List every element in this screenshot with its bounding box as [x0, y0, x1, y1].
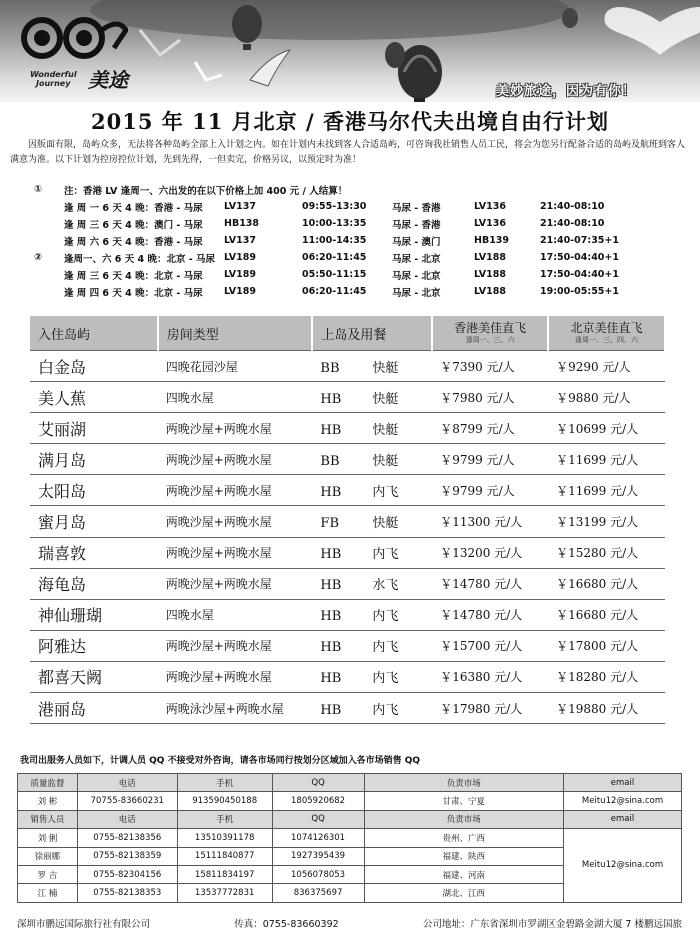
row-meal	[312, 537, 432, 568]
schedule-return-route: 马尿 - 香港	[392, 202, 441, 214]
schedule-time-out: 05:50-11:15	[302, 269, 367, 280]
schedule-time-out: 09:55-13:30	[302, 201, 367, 212]
row-island: 瑞喜敦	[30, 537, 158, 568]
row-room-type: 两晚沙屋+两晚水屋	[158, 444, 313, 475]
footer-company: 深圳市鹏远国际旅行社有限公司	[17, 919, 151, 930]
schedule-flight-back: HB139	[474, 235, 510, 246]
footer-address: 公司地址：广东省深圳市罗湖区金碧路金湖大厦 7 楼鹏远国旅	[422, 919, 682, 930]
header-hk-days: 逢周一、三、六	[465, 336, 515, 344]
header-hk-price	[432, 316, 548, 351]
row-hk-price: ￥17980 元/人	[432, 693, 548, 724]
row-room-type: 两晚泳沙屋+两晚水屋	[158, 693, 313, 724]
sales-email[interactable]: Meitu12@sina.com	[564, 829, 682, 903]
header-bj-price	[548, 316, 665, 351]
row-bj-price: ￥18280 元/人	[548, 661, 665, 692]
price-table	[30, 316, 666, 724]
row-meal	[312, 475, 432, 506]
row-room-type: 四晚花园沙屋	[158, 351, 313, 382]
row-transfer: 内飞	[372, 484, 399, 500]
row-island: 神仙珊瑚	[30, 599, 158, 630]
row-meal	[312, 568, 432, 599]
hot-air-balloon-icon	[232, 5, 262, 50]
hot-air-balloon-icon	[562, 8, 578, 28]
contact-phone[interactable]: 0755-82138359	[77, 847, 177, 865]
price-row	[30, 444, 665, 475]
row-hk-price: ￥14780 元/人	[432, 568, 548, 599]
row-transfer: 快艇	[372, 453, 399, 469]
row-transfer: 快艇	[372, 391, 399, 407]
contact-name: 徐丽娜	[18, 847, 78, 865]
schedule-flight-back: LV188	[474, 286, 506, 297]
contact-qq[interactable]: 1805920682	[272, 792, 364, 810]
row-meal	[312, 599, 432, 630]
price-row	[30, 693, 665, 724]
contact-name: 江 楠	[18, 884, 78, 902]
price-row	[30, 382, 665, 413]
schedule-return-route: 马尿 - 北京	[392, 270, 441, 282]
row-bj-price: ￥11699 元/人	[548, 475, 665, 506]
row-island: 太阳岛	[30, 475, 158, 506]
row-meal-plan: HB	[320, 391, 342, 407]
row-bj-price: ￥9290 元/人	[548, 351, 665, 382]
row-transfer: 快艇	[372, 516, 399, 532]
footer-fax: 传真：0755-83660392	[234, 919, 339, 930]
contact-name: 刘 彬	[18, 792, 78, 810]
row-transfer: 内飞	[372, 671, 399, 687]
schedule-flight-back: LV136	[474, 218, 506, 229]
contact-qq[interactable]: 1074126301	[272, 829, 364, 847]
row-meal	[312, 444, 432, 475]
schedule-route: 逢 周 三 6 天 4 晚：澳门 - 马尿	[64, 219, 203, 231]
contact-header-cell: 销售人员	[18, 810, 78, 828]
schedule-time-back: 21:40-08:10	[540, 201, 605, 212]
row-meal-plan: BB	[320, 360, 340, 376]
schedule-flight-out: LV189	[224, 269, 256, 280]
schedule-return-route: 马尿 - 北京	[392, 287, 441, 299]
footer	[17, 913, 682, 933]
row-hk-price: ￥15700 元/人	[432, 630, 548, 661]
price-row	[30, 506, 665, 537]
row-meal-plan: HB	[320, 422, 342, 438]
row-meal-plan: HB	[320, 547, 342, 563]
row-meal-plan: HB	[320, 671, 342, 687]
row-hk-price: ￥9799 元/人	[432, 475, 548, 506]
contact-header-cell: email	[564, 774, 682, 792]
row-meal-plan: BB	[320, 453, 340, 469]
row-transfer: 快艇	[372, 360, 399, 376]
row-bj-price: ￥13199 元/人	[548, 506, 665, 537]
price-row	[30, 599, 665, 630]
schedule-time-out: 10:00-13:35	[302, 218, 367, 229]
contact-heading: 我司出服务人员如下，计调人员 QQ 不接受对外咨询，请各市场同行按划分区域加入各市场销售 QQ	[20, 756, 421, 766]
contact-header-cell: QQ	[272, 810, 364, 828]
brand-english	[30, 70, 77, 88]
contact-mobile[interactable]: 13537772831	[177, 884, 272, 902]
row-island: 美人蕉	[30, 382, 158, 413]
schedule-route: 逢周一、六 6 天 4 晚：北京 - 马尿	[64, 253, 216, 265]
row-transfer: 内飞	[372, 640, 399, 656]
row-bj-price: ￥16680 元/人	[548, 568, 665, 599]
row-hk-price: ￥7390 元/人	[432, 351, 548, 382]
row-island: 满月岛	[30, 444, 158, 475]
flight-schedule	[34, 181, 694, 300]
schedule-time-back: 17:50-04:40+1	[540, 269, 619, 280]
schedule-row	[34, 215, 694, 232]
schedule-route: 逢 周 四 6 天 4 晚：北京 - 马尿	[64, 287, 203, 299]
schedule-flight-back: LV188	[474, 269, 506, 280]
contact-header-cell: 手机	[177, 774, 272, 792]
price-row	[30, 630, 665, 661]
header-island: 入住岛屿	[30, 316, 158, 351]
price-row	[30, 537, 665, 568]
row-meal	[312, 413, 432, 444]
header-room: 房间类型	[158, 316, 313, 351]
price-row	[30, 568, 665, 599]
heart-cloud-icon	[604, 7, 700, 55]
schedule-row	[34, 266, 694, 283]
row-room-type: 两晚沙屋+两晚水屋	[158, 630, 313, 661]
row-island: 艾丽湖	[30, 413, 158, 444]
contact-header-cell: 质量监督	[18, 774, 78, 792]
price-row	[30, 661, 665, 692]
brand-english-line2: Journey	[36, 79, 71, 88]
row-hk-price: ￥7980 元/人	[432, 382, 548, 413]
row-bj-price: ￥10699 元/人	[548, 413, 665, 444]
contact-market: 福建、陕西	[364, 847, 564, 865]
schedule-time-back: 21:40-07:35+1	[540, 235, 619, 246]
row-bj-price: ￥16680 元/人	[548, 599, 665, 630]
row-island: 阿雅达	[30, 630, 158, 661]
row-meal-plan: HB	[320, 609, 342, 625]
row-meal	[312, 506, 432, 537]
schedule-time-back: 21:40-08:10	[540, 218, 605, 229]
contact-header-cell: 负责市场	[364, 810, 564, 828]
row-bj-price: ￥11699 元/人	[548, 444, 665, 475]
row-transfer: 内飞	[372, 609, 399, 625]
contact-mobile[interactable]: 15811834197	[177, 865, 272, 883]
contact-header-cell: email	[564, 810, 682, 828]
row-meal	[312, 630, 432, 661]
contact-mobile[interactable]: 13510391178	[177, 829, 272, 847]
schedule-note-row	[34, 181, 694, 198]
row-hk-price: ￥8799 元/人	[432, 413, 548, 444]
page-title: 2015 年 11 月北京 / 香港马尔代夫出境自由行计划	[91, 109, 609, 134]
schedule-time-back: 19:00-05:55+1	[540, 286, 619, 297]
schedule-flight-out: LV189	[224, 252, 256, 263]
row-meal	[312, 351, 432, 382]
schedule-row	[34, 232, 694, 249]
schedule-time-out: 06:20-11:45	[302, 252, 367, 263]
schedule-flight-out: LV137	[224, 235, 256, 246]
row-room-type: 两晚沙屋+两晚水屋	[158, 413, 313, 444]
schedule-flight-out: LV189	[224, 286, 256, 297]
brand-english-line1: Wonderful	[30, 70, 77, 79]
schedule-time-out: 11:00-14:35	[302, 235, 367, 246]
contact-header-cell: 电话	[77, 774, 177, 792]
schedule-number: ②	[34, 252, 43, 263]
slogan: 美妙旅途，因为有你！	[496, 84, 637, 99]
contact-phone[interactable]: 0755-82138356	[77, 829, 177, 847]
schedule-time-back: 17:50-04:40+1	[540, 252, 619, 263]
row-island: 海龟岛	[30, 568, 158, 599]
header-banner	[0, 0, 700, 102]
schedule-return-route: 马尿 - 香港	[392, 219, 441, 231]
contact-market: 贵州、广西	[364, 829, 564, 847]
row-meal-plan: HB	[320, 640, 342, 656]
contact-phone[interactable]: 0755-82138353	[77, 884, 177, 902]
schedule-route: 逢 周 六 6 天 4 晚：香港 - 马尿	[64, 236, 203, 248]
schedule-number: ①	[34, 184, 43, 195]
qc-row	[18, 792, 682, 810]
row-room-type: 两晚沙屋+两晚水屋	[158, 568, 313, 599]
price-row	[30, 413, 665, 444]
row-meal-plan: HB	[320, 702, 342, 718]
contact-market: 福建、河南	[364, 865, 564, 883]
schedule-row	[34, 198, 694, 215]
row-room-type: 四晚水屋	[158, 382, 313, 413]
schedule-flight-back: LV188	[474, 252, 506, 263]
row-island: 白金岛	[30, 351, 158, 382]
row-room-type: 两晚沙屋+两晚水屋	[158, 475, 313, 506]
contact-mobile[interactable]: 913590450188	[177, 792, 272, 810]
contact-email[interactable]: Meitu12@sina.com	[564, 792, 682, 810]
schedule-return-route: 马尿 - 北京	[392, 253, 441, 265]
schedule-row	[34, 283, 694, 300]
header-bj-days: 逢周一、三、四、六	[575, 336, 639, 344]
contact-qq[interactable]: 836375697	[272, 884, 364, 902]
contact-header-cell: 电话	[77, 810, 177, 828]
row-hk-price: ￥11300 元/人	[432, 506, 548, 537]
row-meal-plan: FB	[320, 516, 339, 532]
schedule-flight-back: LV136	[474, 201, 506, 212]
contact-mobile[interactable]: 15111840877	[177, 847, 272, 865]
row-bj-price: ￥19880 元/人	[548, 693, 665, 724]
contact-phone[interactable]: 70755-83660231	[77, 792, 177, 810]
row-room-type: 四晚水屋	[158, 599, 313, 630]
row-room-type: 两晚沙屋+两晚水屋	[158, 661, 313, 692]
contact-header-cell: 手机	[177, 810, 272, 828]
row-meal-plan: HB	[320, 578, 342, 594]
header-meal: 上岛及用餐	[312, 316, 432, 351]
contact-market: 湖北、江西	[364, 884, 564, 902]
row-room-type: 两晚沙屋+两晚水屋	[158, 537, 313, 568]
sales-header-row	[18, 810, 682, 828]
schedule-route: 逢 周 三 6 天 4 晚：北京 - 马尿	[64, 270, 203, 282]
row-island: 蜜月岛	[30, 506, 158, 537]
row-meal-plan: HB	[320, 484, 342, 500]
sales-row	[18, 829, 682, 847]
contact-table	[17, 773, 682, 903]
row-transfer: 内飞	[372, 702, 399, 718]
schedule-note: 注：香港 LV 逢周一、六出发的在以下价格上加 400 元 / 人结算！	[64, 185, 348, 197]
contact-name: 刘 俐	[18, 829, 78, 847]
schedule-time-out: 06:20-11:45	[302, 286, 367, 297]
price-row	[30, 475, 665, 506]
contact-qq[interactable]: 1056078053	[272, 865, 364, 883]
schedule-flight-out: HB138	[224, 218, 260, 229]
row-island: 港丽岛	[30, 693, 158, 724]
schedule-row	[34, 249, 694, 266]
contact-phone[interactable]: 0755-82304156	[77, 865, 177, 883]
price-row	[30, 351, 665, 382]
header-bj-title: 北京美佳直飞	[570, 321, 643, 335]
contact-name: 罗 吉	[18, 865, 78, 883]
schedule-route: 逢 周 一 6 天 4 晚：香港 - 马尿	[64, 202, 203, 214]
row-room-type: 两晚沙屋+两晚水屋	[158, 506, 313, 537]
row-meal	[312, 693, 432, 724]
hot-air-balloon-icon	[385, 42, 405, 68]
company-logo	[18, 8, 128, 70]
row-island: 都喜天阙	[30, 661, 158, 692]
brand-chinese: 美途	[88, 68, 128, 92]
row-transfer: 快艇	[372, 422, 399, 438]
row-hk-price: ￥14780 元/人	[432, 599, 548, 630]
row-bj-price: ￥15280 元/人	[548, 537, 665, 568]
row-hk-price: ￥16380 元/人	[432, 661, 548, 692]
row-meal	[312, 382, 432, 413]
price-table-header	[30, 316, 665, 351]
schedule-return-route: 马尿 - 澳门	[392, 236, 441, 248]
row-bj-price: ￥9880 元/人	[548, 382, 665, 413]
contact-qq[interactable]: 1927395439	[272, 847, 364, 865]
contact-header-cell: QQ	[272, 774, 364, 792]
header-hk-title: 香港美佳直飞	[454, 321, 527, 335]
row-transfer: 内飞	[372, 547, 399, 563]
contact-header-cell: 负责市场	[364, 774, 564, 792]
row-hk-price: ￥13200 元/人	[432, 537, 548, 568]
row-transfer: 水飞	[372, 578, 399, 594]
schedule-flight-out: LV137	[224, 201, 256, 212]
qc-header-row	[18, 774, 682, 792]
row-bj-price: ￥17800 元/人	[548, 630, 665, 661]
intro-text: 因版面有限，岛屿众多，无法将各种岛屿全部上入计划之内。如在计划内未找到客人合适岛屿，可咨询我社销售人员工民，将会为您另行配备合适的岛屿及航班到客人满意为准。以下计划为控房控位计划，先到先得，一但卖完，价格另议，以预定时为准！	[10, 140, 686, 165]
row-hk-price: ￥9799 元/人	[432, 444, 548, 475]
row-meal	[312, 661, 432, 692]
contact-market: 甘肃、宁夏	[364, 792, 564, 810]
